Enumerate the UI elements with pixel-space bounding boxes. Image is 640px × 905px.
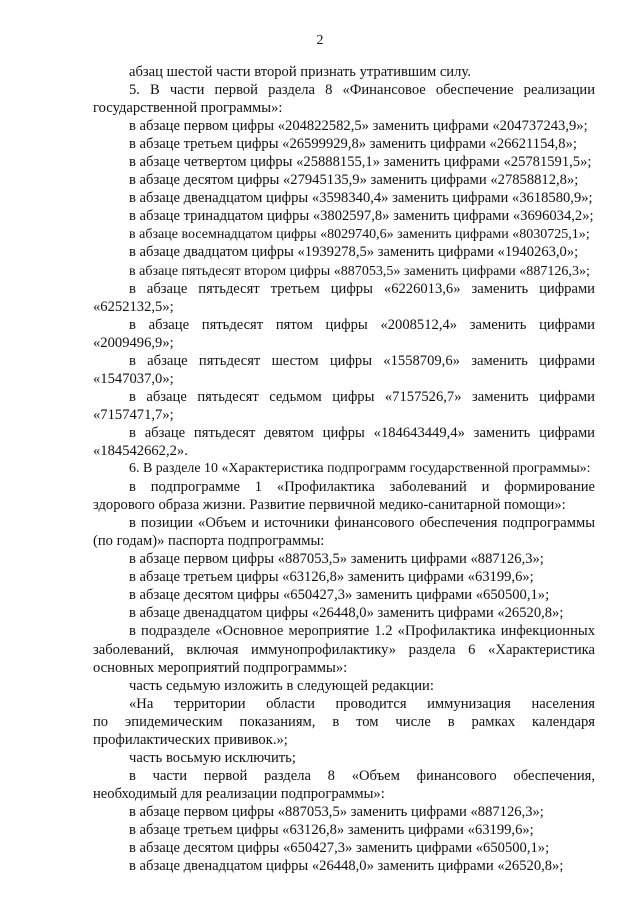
text-line: в абзаце двенадцатом цифры «26448,0» заменить цифрами «26520,8»;: [129, 858, 564, 875]
text-line: 6. В разделе 10 «Характеристика подпрограмм государственной программы»:: [129, 461, 591, 477]
text-line: «6252132,5»;: [93, 298, 174, 315]
text-line: профилактических прививок.»;: [93, 731, 288, 748]
text-line: в абзаце двадцатом цифры «1939278,5» заменить цифрами «1940263,0»;: [129, 244, 579, 261]
text-line: в абзаце пятьдесят шестом цифры «1558709,6» заменить цифрами: [129, 352, 595, 369]
document-body: [93, 63, 595, 875]
text-line: «2009496,9»;: [93, 334, 174, 351]
text-line: заболеваний, включая иммунопрофилактику» раздела 6 «Характеристика: [93, 641, 595, 658]
text-line: (по годам)» паспорта подпрограммы:: [93, 533, 325, 550]
text-line: здорового образа жизни. Развитие первичной медико-санитарной помощи»:: [93, 497, 566, 514]
text-line: «1547037,0»;: [93, 370, 174, 387]
text-line: в абзаце двенадцатом цифры «26448,0» заменить цифрами «26520,8»;: [129, 605, 564, 622]
text-line: в абзаце четвертом цифры «25888155,1» заменить цифрами «25781591,5»;: [129, 154, 592, 171]
text-line: в абзаце первом цифры «204822582,5» заменить цифрами «204737243,9»;: [129, 118, 588, 135]
text-line: в абзаце тринадцатом цифры «3802597,8» заменить цифрами «3696034,2»;: [129, 208, 594, 225]
text-line: в подразделе «Основное мероприятие 1.2 «Профилактика инфекционных: [129, 623, 595, 640]
text-line: в абзаце первом цифры «887053,5» заменить цифрами «887126,3»;: [129, 551, 544, 568]
text-line: в абзаце восемнадцатом цифры «8029740,6» заменить цифрами «8030725,1»;: [129, 226, 590, 243]
text-line: в абзаце пятьдесят пятом цифры «2008512,4» заменить цифрами: [129, 316, 595, 333]
text-line: «На территории области проводится иммунизация населения: [129, 695, 595, 712]
text-line: в абзаце десятом цифры «650427,3» заменить цифрами «650500,1»;: [129, 840, 550, 857]
text-line: в абзаце третьем цифры «63126,8» заменить цифрами «63199,6»;: [129, 821, 534, 838]
text-line: государственной программы»:: [93, 100, 283, 117]
text-line: часть восьмую исключить;: [129, 749, 296, 766]
page-number: 2: [316, 33, 324, 48]
text-line: часть седьмую изложить в следующей редакции:: [129, 677, 434, 694]
text-line: в абзаце двенадцатом цифры «3598340,4» заменить цифрами «3618580,9»;: [129, 190, 593, 207]
text-line: «184542662,2».: [93, 442, 188, 459]
text-line: необходимый для реализации подпрограммы»:: [93, 785, 385, 802]
text-line: «7157471,7»;: [93, 406, 174, 423]
text-line: в абзаце пятьдесят девятом цифры «184643449,4» заменить цифрами: [129, 424, 595, 441]
text-line: основных мероприятий подпрограммы»:: [93, 659, 348, 676]
text-line: 5. В части первой раздела 8 «Финансовое обеспечение реализации: [129, 82, 595, 99]
text-line: в абзаце пятьдесят втором цифры «887053,5» заменить цифрами «887126,3»;: [129, 262, 590, 279]
text-line: в абзаце пятьдесят седьмом цифры «7157526,7» заменить цифрами: [129, 388, 595, 405]
text-line: в абзаце десятом цифры «27945135,9» заменить цифрами «27858812,8»;: [129, 172, 579, 189]
text-line: в абзаце десятом цифры «650427,3» заменить цифрами «650500,1»;: [129, 587, 550, 604]
text-line: по эпидемическим показаниям, в том числе в рамках календаря: [93, 713, 595, 730]
text-line: в абзаце пятьдесят третьем цифры «6226013,6» заменить цифрами: [129, 280, 595, 297]
text-line: в абзаце первом цифры «887053,5» заменить цифрами «887126,3»;: [129, 803, 544, 820]
text-line: в подпрограмме 1 «Профилактика заболеваний и формирование: [129, 479, 595, 496]
text-line: в позиции «Объем и источники финансового обеспечения подпрограммы: [129, 515, 595, 532]
text-line: в части первой раздела 8 «Объем финансового обеспечения,: [129, 767, 595, 784]
text-line: в абзаце третьем цифры «63126,8» заменить цифрами «63199,6»;: [129, 569, 534, 586]
text-line: в абзаце третьем цифры «26599929,8» заменить цифрами «26621154,8»;: [129, 136, 577, 153]
text-line: абзац шестой части второй признать утратившим силу.: [129, 64, 471, 80]
